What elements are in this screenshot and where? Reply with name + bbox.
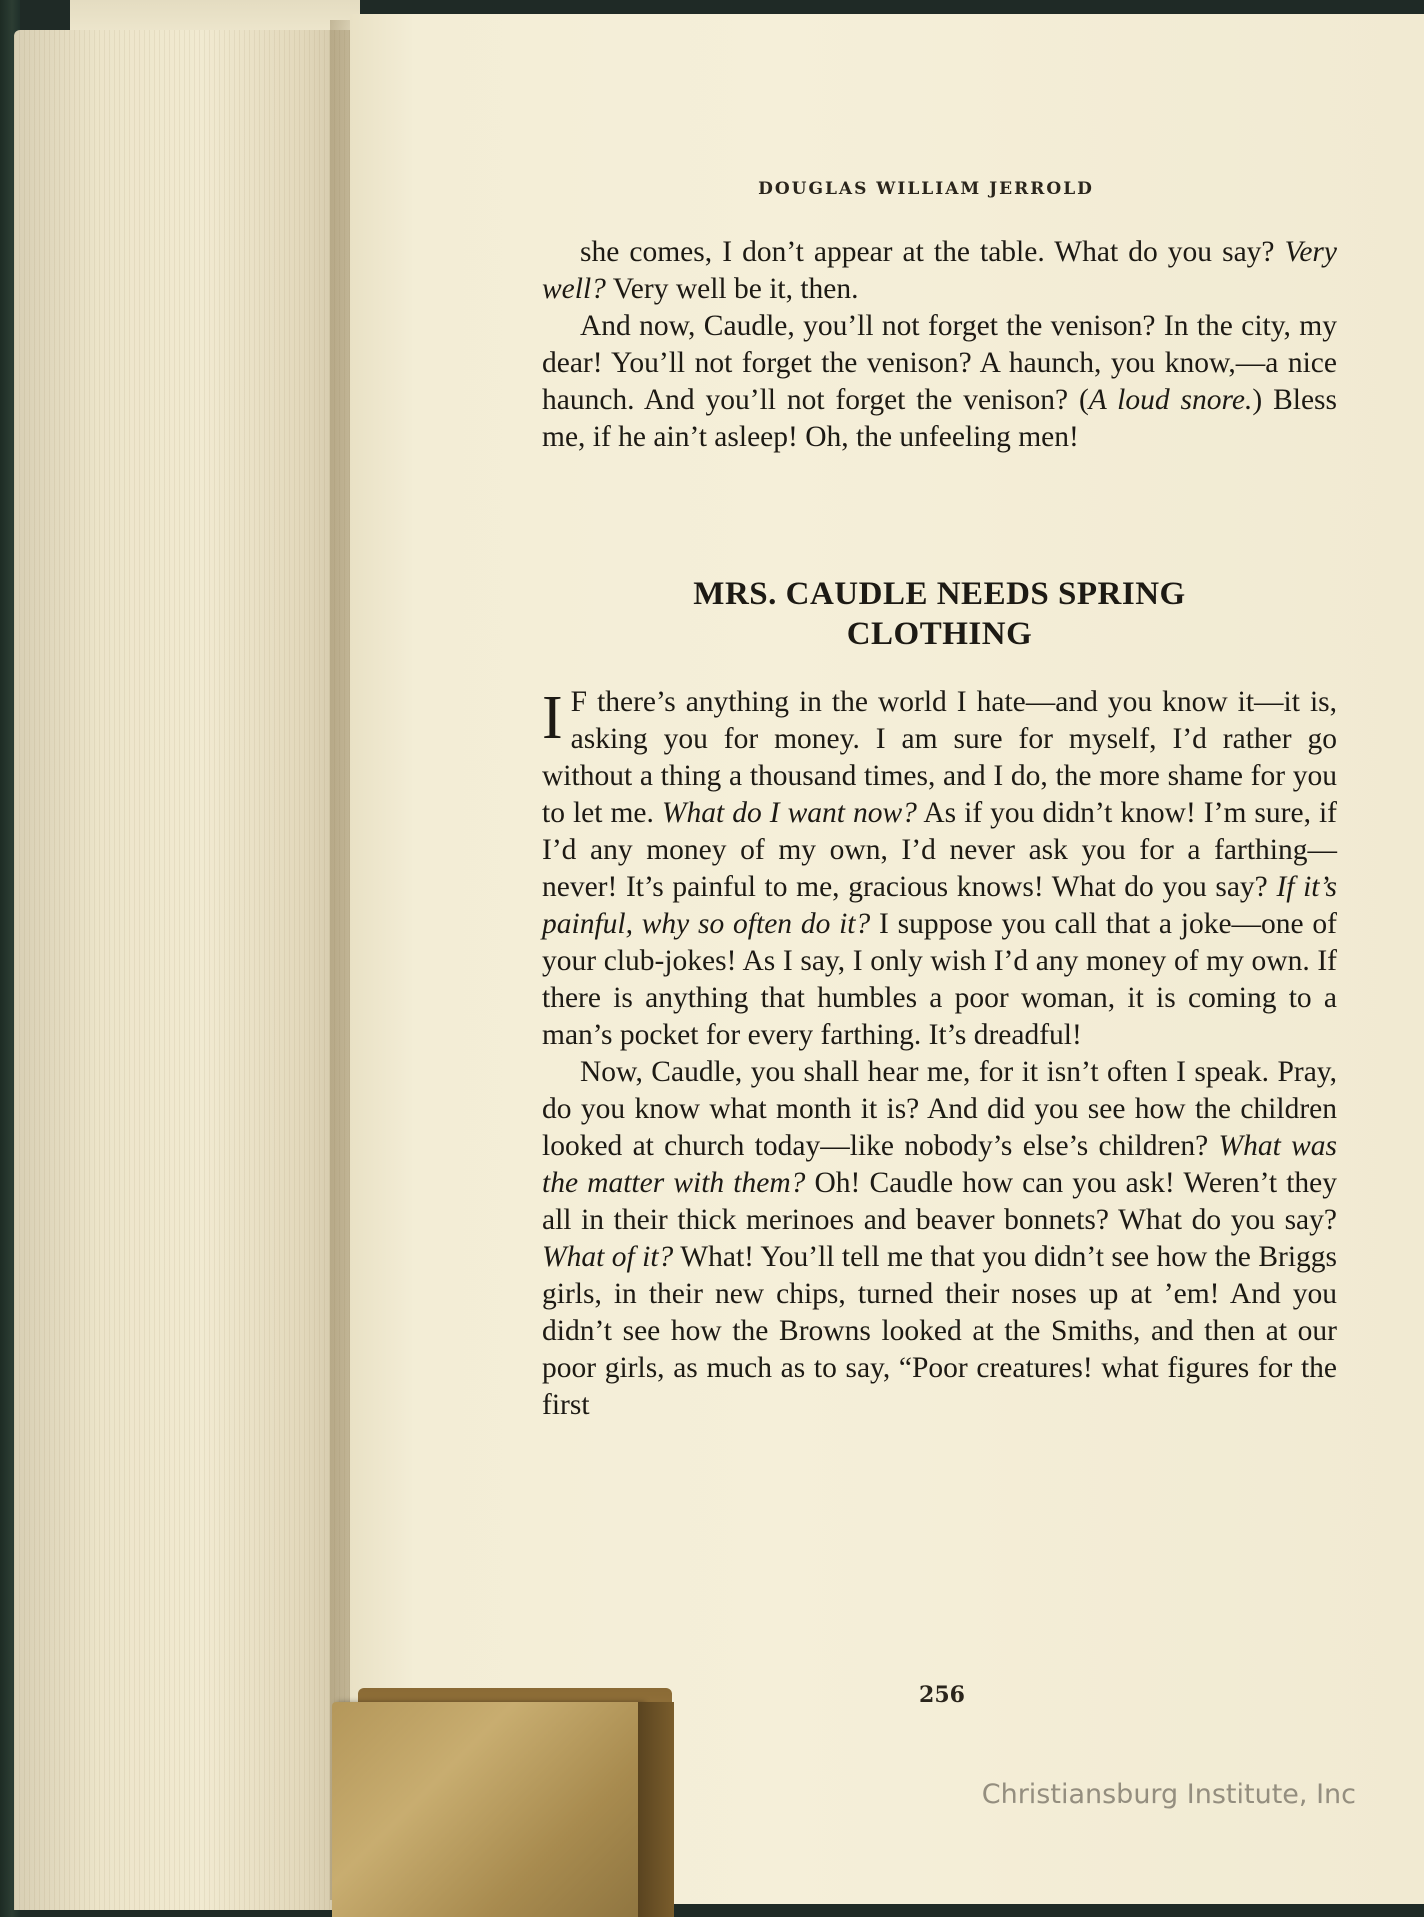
text-run: And now, Caudle, you’ll not forget the venison? In the city, my dear! You’ll not forget the venison? A haunch, you know,—a nice haunch. And you’ll not forget the venison? ( (542, 310, 1337, 416)
italic-text: What do I want now? (661, 797, 917, 829)
text-run: As if you didn’t know! I’m sure, if I’d any money of my own, I’d never ask you for a farthing—never! It’s painful to me, gracious knows! What do you say? (542, 797, 1337, 903)
text-run: Very well be it, then. (605, 273, 859, 305)
text-run: F there’s anything in the world I hate—and you know it—it is, asking you for money. I am sure for myself, I’d rather go without a thing a thousand times, and I do, the more shame for you to let me. (542, 686, 1337, 829)
text-run: What! You’ll tell me that you didn’t see how the Briggs girls, in their new chips, turned their noses up at ’em! And you didn’t see how the Browns looked at the Smiths, and then at our poor girls, as much as to say, “Poor creatures! what figures for the first (542, 1241, 1337, 1421)
italic-text: Very well? (542, 236, 1337, 305)
text-run: she comes, I don’t appear at the table. What do you say? (580, 236, 1285, 268)
closed-page-stack (14, 30, 354, 1910)
bookend-side (638, 1702, 674, 1917)
bookend-front (332, 1702, 642, 1917)
chapter-title-line-1: MRS. CAUDLE NEEDS SPRING (693, 576, 1186, 612)
text-run: I suppose you call that a joke—one of your club-jokes! As I say, I only wish I’d any money of my own. If there is anything that humbles a poor woman, it is coming to a man’s pocket for every farthing. It’s dreadful! (542, 908, 1337, 1051)
chapter-paragraph (542, 684, 1337, 1054)
gold-bookend (332, 1688, 674, 1917)
opening-paragraph (542, 234, 1337, 308)
italic-text: If it’s painful, why so often do it? (542, 871, 1338, 940)
italic-text: What of it? (542, 1241, 674, 1273)
chapter-title (542, 574, 1337, 654)
text-run: ) Bless me, if he ain’t asleep! Oh, the unfeeling men! (542, 384, 1338, 453)
text-run: Now, Caudle, you shall hear me, for it isn’t often I speak. Pray, do you know what month it is? And did you see how the children looked at church today—like nobody’s else’s children? (542, 1056, 1337, 1162)
chapter-paragraph (542, 1054, 1337, 1424)
italic-text: A loud snore. (1088, 384, 1253, 416)
open-book-page (350, 14, 1424, 1904)
text-run: Oh! Caudle how can you ask! Weren’t they all in their thick merinoes and beaver bonnets? What do you say? (542, 1167, 1337, 1236)
watermark: Christiansburg Institute, Inc (981, 1779, 1356, 1810)
opening-paragraph (542, 308, 1337, 456)
opening-section (542, 234, 1337, 456)
body-text (542, 234, 1337, 1424)
page-number: 256 (919, 1682, 965, 1708)
italic-text: What was the matter with them? (542, 1130, 1338, 1199)
drop-cap: I (542, 684, 563, 752)
running-head: DOUGLAS WILLIAM JERROLD (758, 179, 1094, 199)
chapter-title-line-2: CLOTHING (846, 616, 1033, 652)
chapter-section (542, 684, 1337, 1424)
